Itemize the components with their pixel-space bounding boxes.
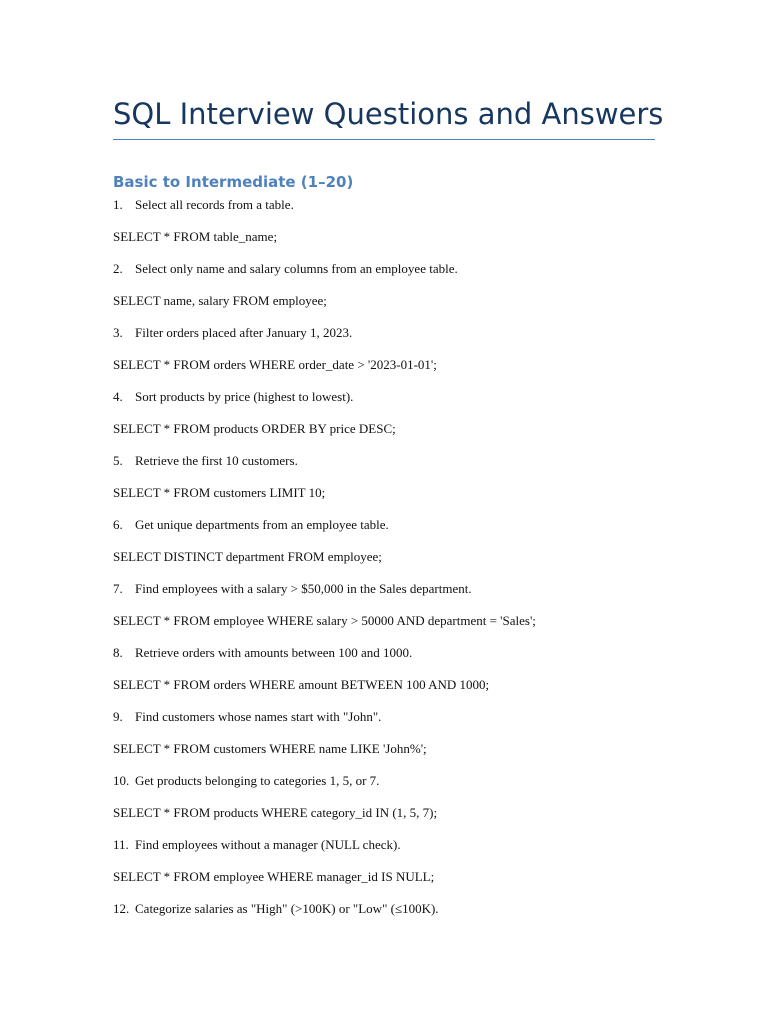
question-line [113, 516, 673, 548]
question-number: 6. [113, 517, 123, 532]
question-item-1 [113, 196, 673, 260]
sql-answer: SELECT * FROM table_name; [113, 229, 278, 244]
question-item-2 [113, 260, 673, 324]
question-number: 7. [113, 581, 123, 596]
question-item-8 [113, 644, 673, 708]
question-item-9 [113, 708, 673, 772]
question-line [113, 644, 673, 676]
question-line [113, 452, 673, 484]
question-text: Categorize salaries as "High" (>100K) or "Low" (≤100K). [135, 901, 439, 916]
question-line [113, 772, 673, 804]
question-number: 11. [113, 837, 129, 852]
question-text: Select all records from a table. [135, 197, 294, 212]
sql-answer: SELECT DISTINCT department FROM employee; [113, 549, 382, 564]
question-text: Get products belonging to categories 1, 5, or 7. [135, 773, 380, 788]
question-item-5 [113, 452, 673, 516]
question-line [113, 580, 673, 612]
question-line [113, 708, 673, 740]
sql-answer: SELECT * FROM products ORDER BY price DESC; [113, 421, 396, 436]
document-title: SQL Interview Questions and Answers [113, 97, 664, 131]
sql-answer: SELECT * FROM orders WHERE order_date > '2023-01-01'; [113, 357, 437, 372]
question-line [113, 260, 673, 292]
sql-answer: SELECT * FROM employee WHERE manager_id IS NULL; [113, 869, 435, 884]
question-text: Find employees without a manager (NULL check). [135, 837, 401, 852]
question-number: 8. [113, 645, 123, 660]
question-text: Filter orders placed after January 1, 2023. [135, 325, 353, 340]
question-number: 1. [113, 197, 123, 212]
sql-answer: SELECT * FROM customers LIMIT 10; [113, 485, 326, 500]
question-line [113, 196, 673, 228]
question-item-11 [113, 836, 673, 900]
question-number: 10. [113, 773, 130, 788]
question-text: Retrieve orders with amounts between 100 and 1000. [135, 645, 413, 660]
question-list [113, 196, 673, 964]
question-item-7 [113, 580, 673, 644]
sql-answer: SELECT * FROM employee WHERE salary > 50000 AND department = 'Sales'; [113, 613, 536, 628]
question-text: Find customers whose names start with "John". [135, 709, 382, 724]
question-text: Retrieve the first 10 customers. [135, 453, 298, 468]
question-number: 12. [113, 901, 130, 916]
question-text: Get unique departments from an employee table. [135, 517, 389, 532]
question-number: 3. [113, 325, 123, 340]
sql-answer: SELECT * FROM orders WHERE amount BETWEEN 100 AND 1000; [113, 677, 490, 692]
question-text: Sort products by price (highest to lowest). [135, 389, 354, 404]
question-line [113, 836, 673, 868]
sql-answer: SELECT * FROM products WHERE category_id IN (1, 5, 7); [113, 805, 438, 820]
question-number: 9. [113, 709, 123, 724]
question-text: Select only name and salary columns from an employee table. [135, 261, 458, 276]
question-number: 4. [113, 389, 123, 404]
question-text: Find employees with a salary > $50,000 in the Sales department. [135, 581, 472, 596]
question-item-10 [113, 772, 673, 836]
question-number: 5. [113, 453, 123, 468]
section-heading: Basic to Intermediate (1–20) [113, 173, 354, 191]
title-underline [113, 139, 655, 140]
question-number: 2. [113, 261, 123, 276]
question-line [113, 900, 673, 932]
question-item-3 [113, 324, 673, 388]
sql-answer: SELECT * FROM customers WHERE name LIKE 'John%'; [113, 741, 427, 756]
sql-answer: SELECT name, salary FROM employee; [113, 293, 327, 308]
question-line [113, 324, 673, 356]
question-line [113, 388, 673, 420]
question-item-12 [113, 900, 673, 964]
question-item-6 [113, 516, 673, 580]
question-item-4 [113, 388, 673, 452]
